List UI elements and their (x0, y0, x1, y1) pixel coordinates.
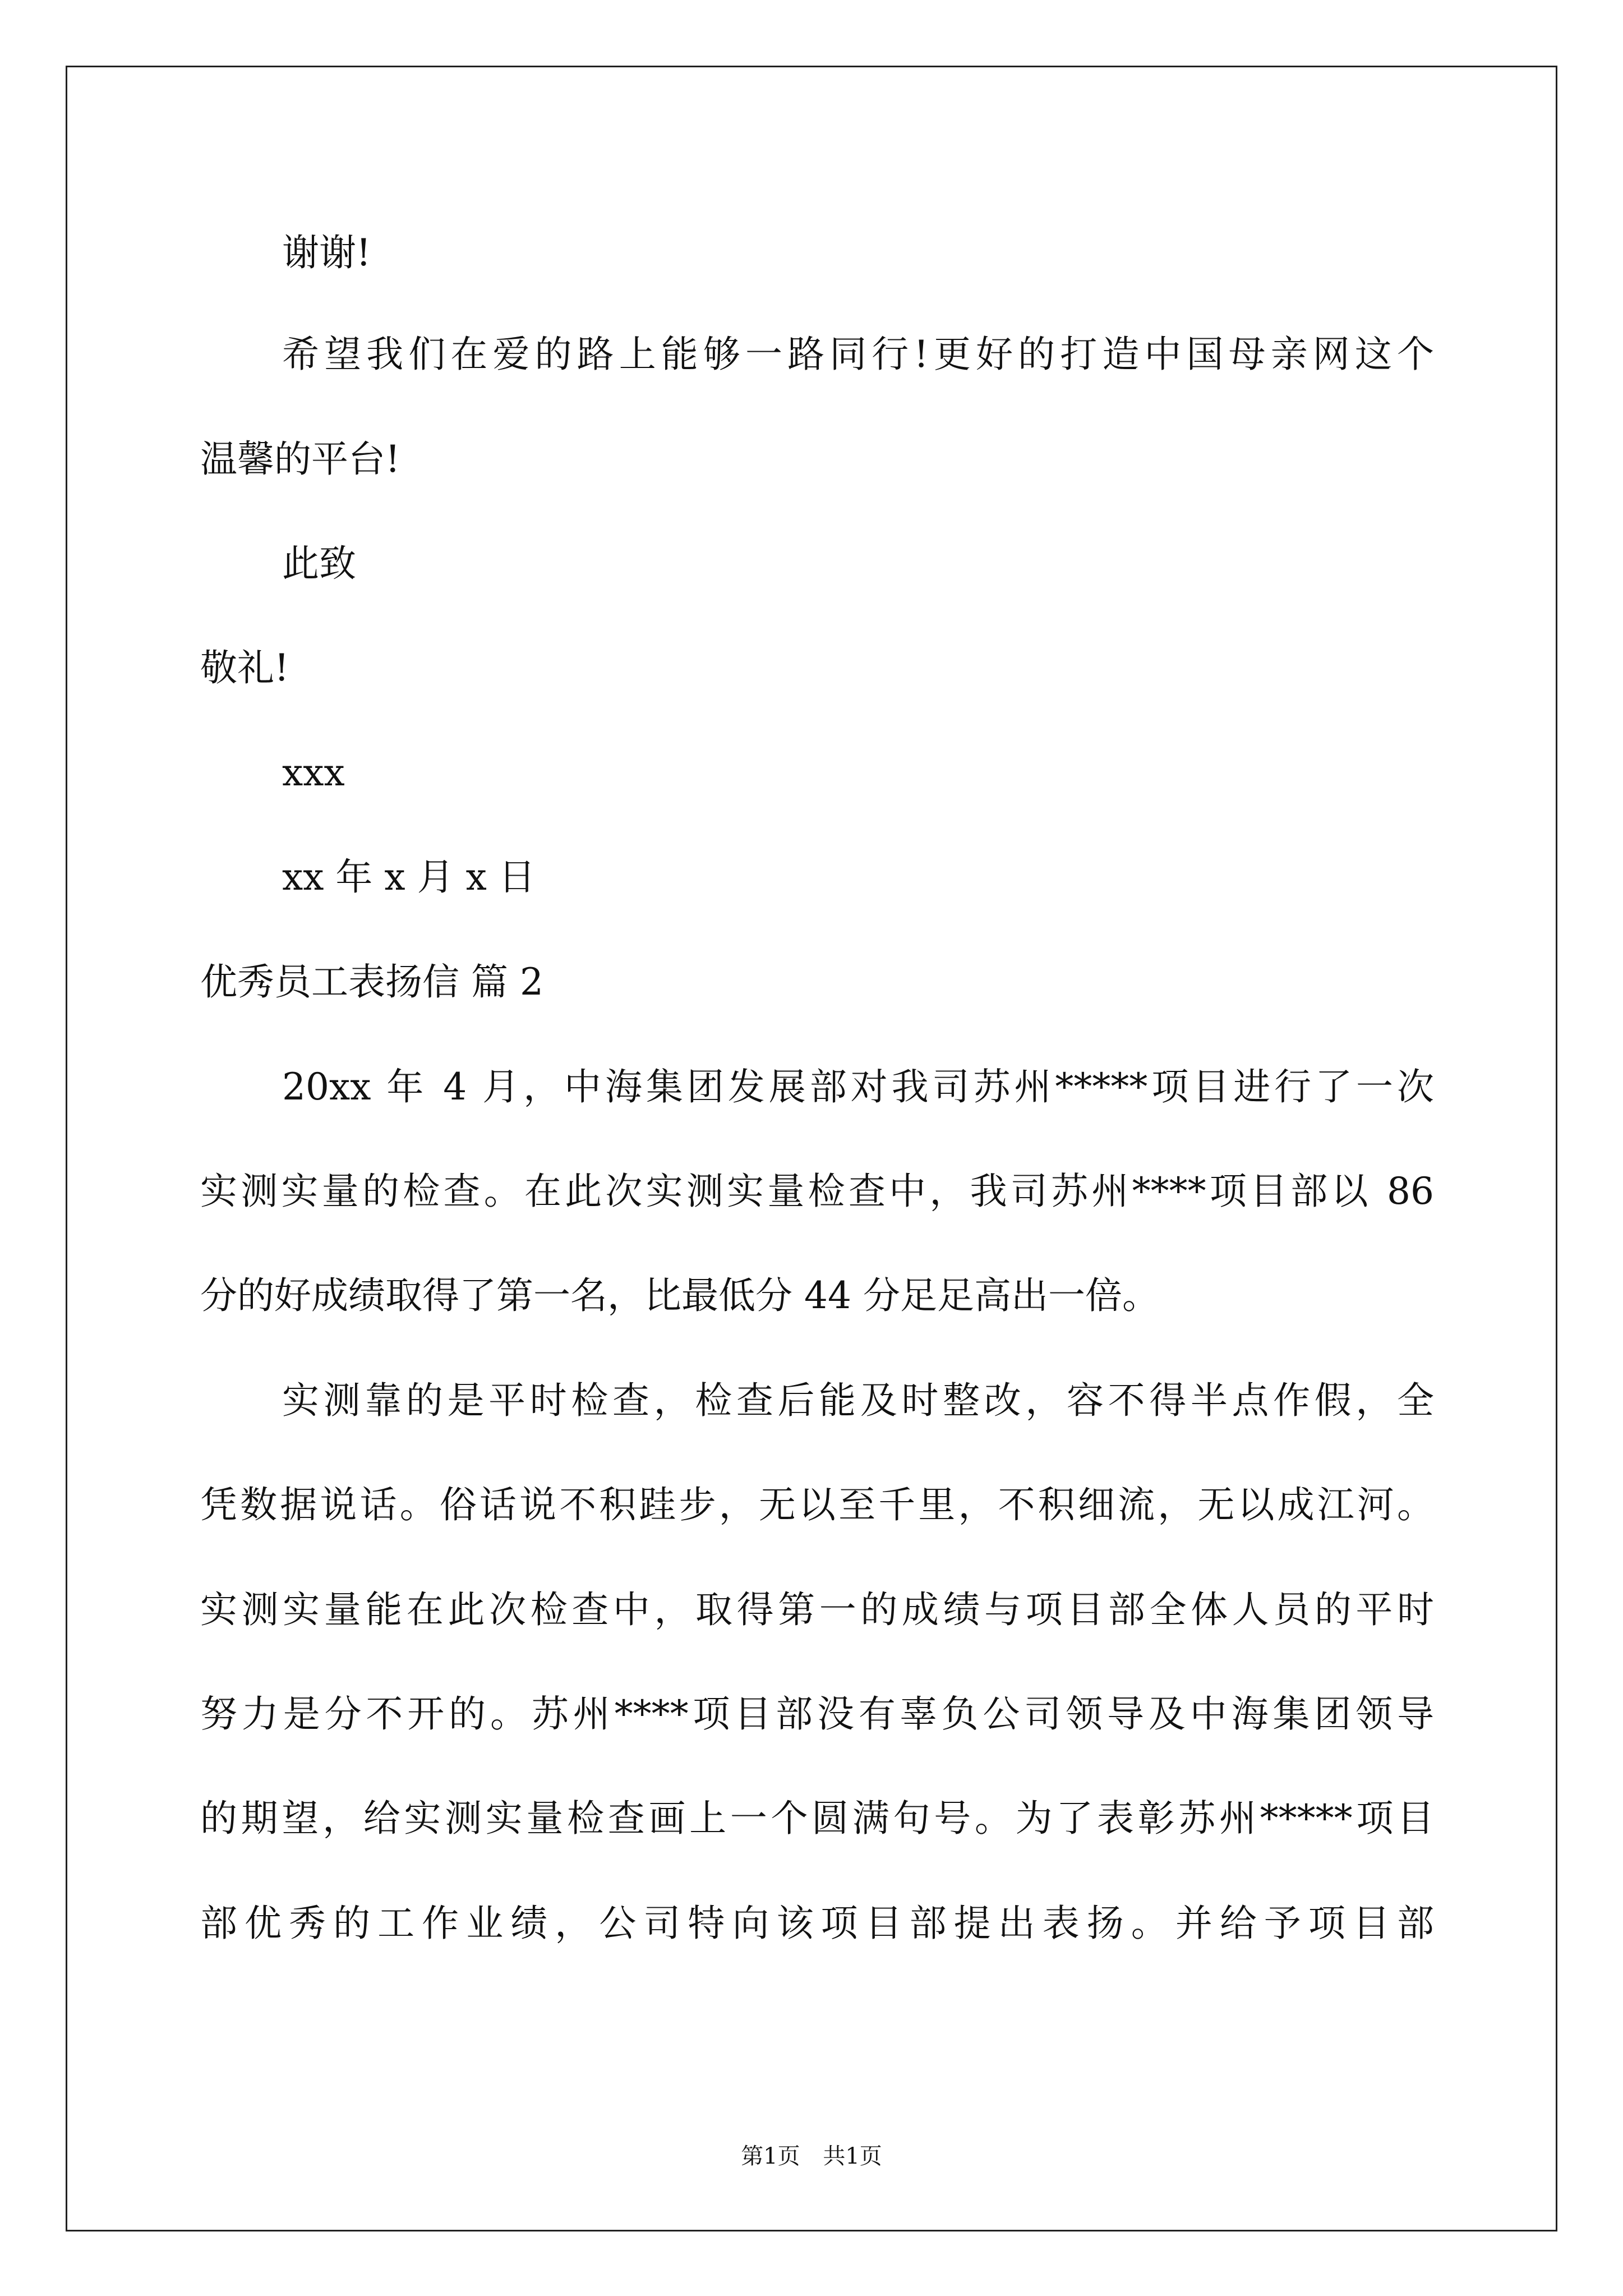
paragraph-hope-line-2: 温馨的平台! (200, 438, 400, 481)
paragraph-1-line-3: 分的好成绩取得了第一名，比最低分 44 分足足高出一倍。 (200, 1274, 1159, 1317)
closing-salutation: 此致 (282, 542, 356, 585)
paragraph-thanks: 谢谢! (282, 231, 371, 274)
paragraph-hope-line-1: 希望我们在爱的路上能够一路同行!更好的打造中国母亲网这个 (282, 333, 1434, 376)
paragraph-2-line-4: 努力是分不开的。苏州****项目部没有辜负公司领导及中海集团领导 (200, 1692, 1434, 1736)
paragraph-2-line-2: 凭数据说话。俗话说不积跬步，无以至千里，不积细流，无以成江河。 (200, 1483, 1434, 1526)
section-heading: 优秀员工表扬信 篇 2 (200, 960, 543, 1004)
closing-regards: 敬礼! (200, 646, 289, 689)
paragraph-1-line-2: 实测实量的检查。在此次实测实量检查中，我司苏州****项目部以 86 (200, 1170, 1434, 1213)
paragraph-2-line-5: 的期望，给实测实量检查画上一个圆满句号。为了表彰苏州*****项目 (200, 1797, 1434, 1840)
paragraph-1-line-1: 20xx 年 4 月，中海集团发展部对我司苏州*****项目进行了一次 (282, 1065, 1434, 1108)
page-footer (0, 2138, 1623, 2170)
paragraph-2-line-3: 实测实量能在此次检查中，取得第一的成绩与项目部全体人员的平时 (200, 1588, 1434, 1631)
signature-date: xx 年 x 月 x 日 (282, 855, 536, 899)
page-number-current: 第1页 (741, 2143, 800, 2169)
signature-name: xxx (282, 751, 345, 794)
paragraph-2-line-6: 部优秀的工作业绩，公司特向该项目部提出表扬。并给予项目部 (200, 1902, 1434, 1945)
page-number-total: 共1页 (823, 2143, 882, 2169)
paragraph-2-line-1: 实测靠的是平时检查，检查后能及时整改，容不得半点作假，全 (282, 1379, 1434, 1422)
